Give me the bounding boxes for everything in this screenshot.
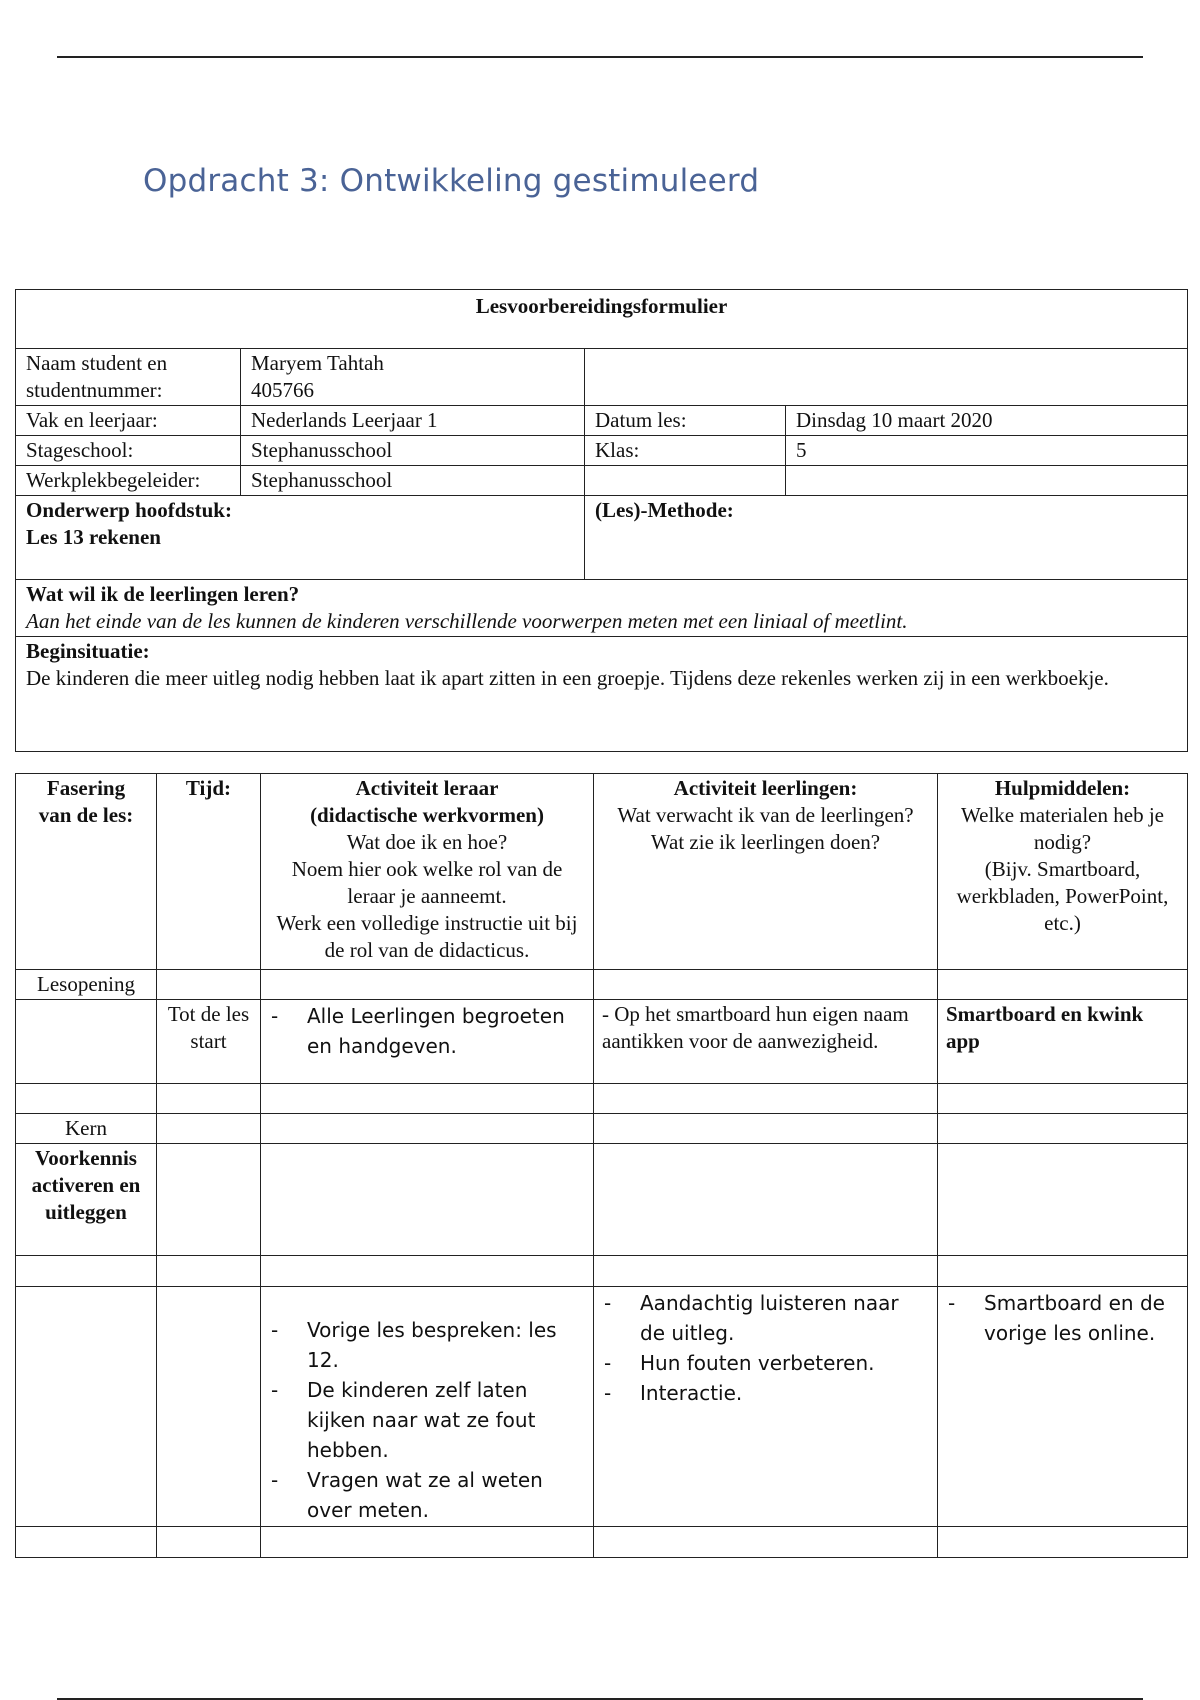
empty-cell [594,1084,938,1114]
list-item: - Vorige les bespreken: les 12. [269,1315,585,1375]
list-item: - Alle Leerlingen begroeten en handgeven. [269,1001,585,1061]
opening-teacher-activity [261,1000,594,1084]
opening-time: Tot de les start [157,1000,261,1084]
subject-label: Vak en leerjaar: [16,406,241,436]
list-item: - Interactie. [602,1378,929,1408]
empty-cell [16,1000,157,1084]
goal-value: Aan het einde van de les kunnen de kinderen verschillende voorwerpen meten met een liniaal of meetlint. [26,609,908,633]
empty-cell [261,1144,594,1256]
list-item: - Vragen wat ze al weten over meten. [269,1465,585,1525]
empty-cell [157,1527,261,1558]
empty-cell [261,1256,594,1287]
list-item: - Hun fouten verbeteren. [602,1348,929,1378]
core-aids [938,1287,1188,1527]
method-label: (Les)-Methode: [585,496,1188,580]
empty-cell [261,1114,594,1144]
start-situation-value: De kinderen die meer uitleg nodig hebben laat ik apart zitten in een groepje. Tijdens deze rekenles werken zij in een werkboekje. [26,666,1109,690]
start-situation-cell [16,637,1188,752]
empty-cell [594,1144,938,1256]
goal-cell [16,580,1188,637]
topic-value: Les 13 rekenen [26,525,161,549]
empty-cell [938,1527,1188,1558]
lesson-phases-table [15,773,1188,1558]
student-activity-header [594,774,938,970]
student-name: Maryem Tahtah [251,351,384,375]
subject-value: Nederlands Leerjaar 1 [241,406,585,436]
teacher-activity-subtitle: (didactische werkvormen) [310,803,544,827]
list-item: - Smartboard en de vorige les online. [946,1288,1179,1348]
empty-cell [938,1114,1188,1144]
empty-cell [16,1527,157,1558]
class-value: 5 [786,436,1188,466]
school-value: Stephanusschool [241,436,585,466]
date-label: Datum les: [585,406,786,436]
page-title: Opdracht 3: Ontwikkeling gestimuleerd [143,163,760,199]
header-rule [57,56,1143,58]
date-value: Dinsdag 10 maart 2020 [786,406,1188,436]
core-label: Kern [16,1114,157,1144]
empty-cell [594,1527,938,1558]
teacher-activity-q3: Werk een volledige instructie uit bij de rol van de didacticus. [276,911,578,962]
empty-cell [16,1084,157,1114]
aids-header [938,774,1188,970]
teacher-activity-q2: Noem hier ook welke rol van de leraar je aanneemt. [291,857,563,908]
empty-cell [157,1256,261,1287]
list-item: - De kinderen zelf laten kijken naar wat ze fout hebben. [269,1375,585,1465]
aids-q2: (Bijv. Smartboard, werkbladen, PowerPoint, etc.) [956,857,1169,935]
student-activity-q1: Wat verwacht ik van de leerlingen? [617,803,914,827]
empty-cell [261,1084,594,1114]
student-number: 405766 [251,378,314,402]
empty-cell [594,1256,938,1287]
empty-cell [157,1114,261,1144]
core-student-activity [594,1287,938,1527]
form-title: Lesvoorbereidingsformulier [16,290,1188,349]
lesson-form-table [15,289,1188,752]
opening-aids: Smartboard en kwink app [938,1000,1188,1084]
student-name-cell [241,349,585,406]
topic-label: Onderwerp hoofdstuk: [26,498,232,522]
empty-cell [261,970,594,1000]
core-sublabel: Voorkennis activeren en uitleggen [16,1144,157,1256]
aids-q1: Welke materialen heb je nodig? [961,803,1164,854]
empty-cell [786,466,1188,496]
empty-cell [261,1527,594,1558]
opening-student-activity: - Op het smartboard hun eigen naam aantikken voor de aanwezigheid. [594,1000,938,1084]
empty-cell [16,1256,157,1287]
empty-cell [938,1084,1188,1114]
list-item: - Aandachtig luisteren naar de uitleg. [602,1288,929,1348]
mentor-label: Werkplekbegeleider: [16,466,241,496]
time-header: Tijd: [157,774,261,970]
empty-cell [938,1144,1188,1256]
topic-cell [16,496,585,580]
mentor-value: Stephanusschool [241,466,585,496]
start-situation-label: Beginsituatie: [26,639,150,663]
empty-cell [938,970,1188,1000]
school-label: Stageschool: [16,436,241,466]
class-label: Klas: [585,436,786,466]
student-activity-q2: Wat zie ik leerlingen doen? [650,830,881,854]
core-teacher-activity [261,1287,594,1527]
empty-cell [594,1114,938,1144]
empty-cell [157,1084,261,1114]
empty-cell [938,1256,1188,1287]
opening-label: Lesopening [16,970,157,1000]
student-activity-title: Activiteit leerlingen: [673,776,858,800]
teacher-activity-title: Activiteit leraar [355,776,499,800]
goal-label: Wat wil ik de leerlingen leren? [26,582,300,606]
empty-cell [16,1287,157,1527]
aids-title: Hulpmiddelen: [994,776,1131,800]
empty-cell [585,349,1188,406]
empty-cell [157,970,261,1000]
empty-cell [157,1287,261,1527]
empty-cell [157,1144,261,1256]
empty-cell [585,466,786,496]
phase-header-line1: Fasering [46,776,126,800]
student-name-label: Naam student en studentnummer: [16,349,241,406]
phase-header [16,774,157,970]
empty-cell [594,970,938,1000]
teacher-activity-q1: Wat doe ik en hoe? [346,830,508,854]
teacher-activity-header [261,774,594,970]
phase-header-line2: van de les: [38,803,134,827]
